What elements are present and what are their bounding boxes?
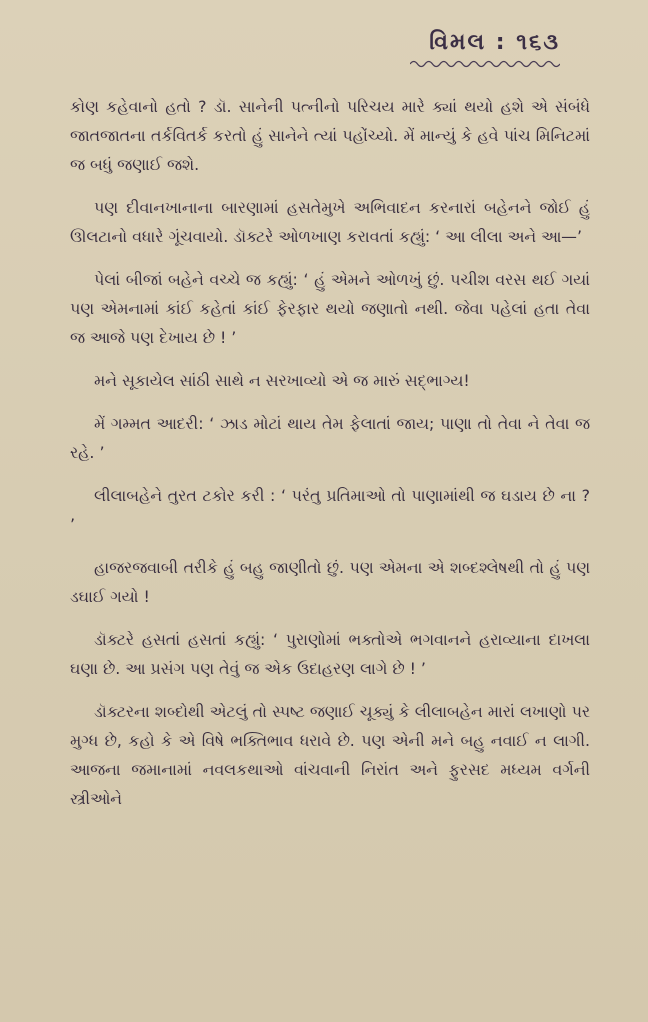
paragraph: હાજરજવાબી તરીકે હું બહુ જાણીતો છું. પણ એમના એ શબ્દશ્લેષથી તો હું પણ ડઘાઈ ગયો ! [70,558,590,606]
paragraph: કોણ કહેવાનો હતો ? ડૉ. સાનેની પત્નીનો પરિચય મારે ક્યાં થયો હશે એ સંબંધે જાતજાતના તર્કવિતર્ક કરતો હું સાનેને ત્યાં પહોંચ્યો. મેં માન્યું કે હવે પાંચ મિનિટમાં જ બધું જણાઈ જશે. [70,97,590,174]
paragraph: મને સૂકાયેલ સાંઠી સાથે ન સરખાવ્યો એ જ મારું સદ્ભાગ્ય! [94,371,470,390]
paragraph: ડૉક્ટરના શબ્દોથી એટલું તો સ્પષ્ટ જણાઈ ચૂક્યું કે લીલાબહેન મારાં લખાણો પર મુગ્ધ છે, કહો કે એ વિષે ભક્તિભાવ ધરાવે છે. પણ એની મને બહુ નવાઈ ન લાગી. આજના જમાનામાં નવલકથાઓ વાંચવાની નિરાંત અને ફુરસદ મધ્યમ વર્ગની સ્ત્રીઓને [70,702,590,808]
paragraph: પેલાં બીજાં બહેને વચ્ચે જ કહ્યું: ‘ હું એમને ઓળખું છું. પચીશ વરસ થઈ ગયાં પણ એમનામાં કાંઈ કહેતાં કાંઈ ફેરફાર થયો જણાતો નથી. જેવા પહેલાં હતા તેવા જ આજે પણ દેખાય છે ! ’ [70,270,590,347]
paragraph: મેં ગમ્મત આદરી: ‘ ઝાડ મોટાં થાય તેમ ફેલાતાં જાય; પાણા તો તેવા ને તેવા જ રહે. ’ [70,414,590,462]
paragraph: પણ દીવાનખાનાના બારણામાં હસતેમુખે અભિવાદન કરનારાં બહેનને જોઈ હું ઊલટાનો વધારે ગૂંચવાયો. ડૉક્ટરે ઓળખાણ કરાવતાં કહ્યું: ‘ આ લીલા અને આ—’ [70,198,590,246]
paragraph: ડૉક્ટરે હસતાં હસતાં કહ્યું: ‘ પુરાણોમાં ભક્તોએ ભગવાનને હરાવ્યાના દાખલા ઘણા છે. આ પ્રસંગ પણ તેવું જ એક ઉદાહરણ લાગે છે ! ’ [70,630,590,678]
paragraph: લીલાબહેને તુરત ટકોર કરી : ‘ પરંતુ પ્રતિમાઓ તો પાણામાંથી જ ઘડાય છે ના ? ’ [70,486,590,534]
page-header-title: વિમલ : ૧૬૩ [429,30,560,55]
wavy-underline-ornament [410,59,560,69]
running-header [410,30,560,69]
body-text [70,92,590,827]
